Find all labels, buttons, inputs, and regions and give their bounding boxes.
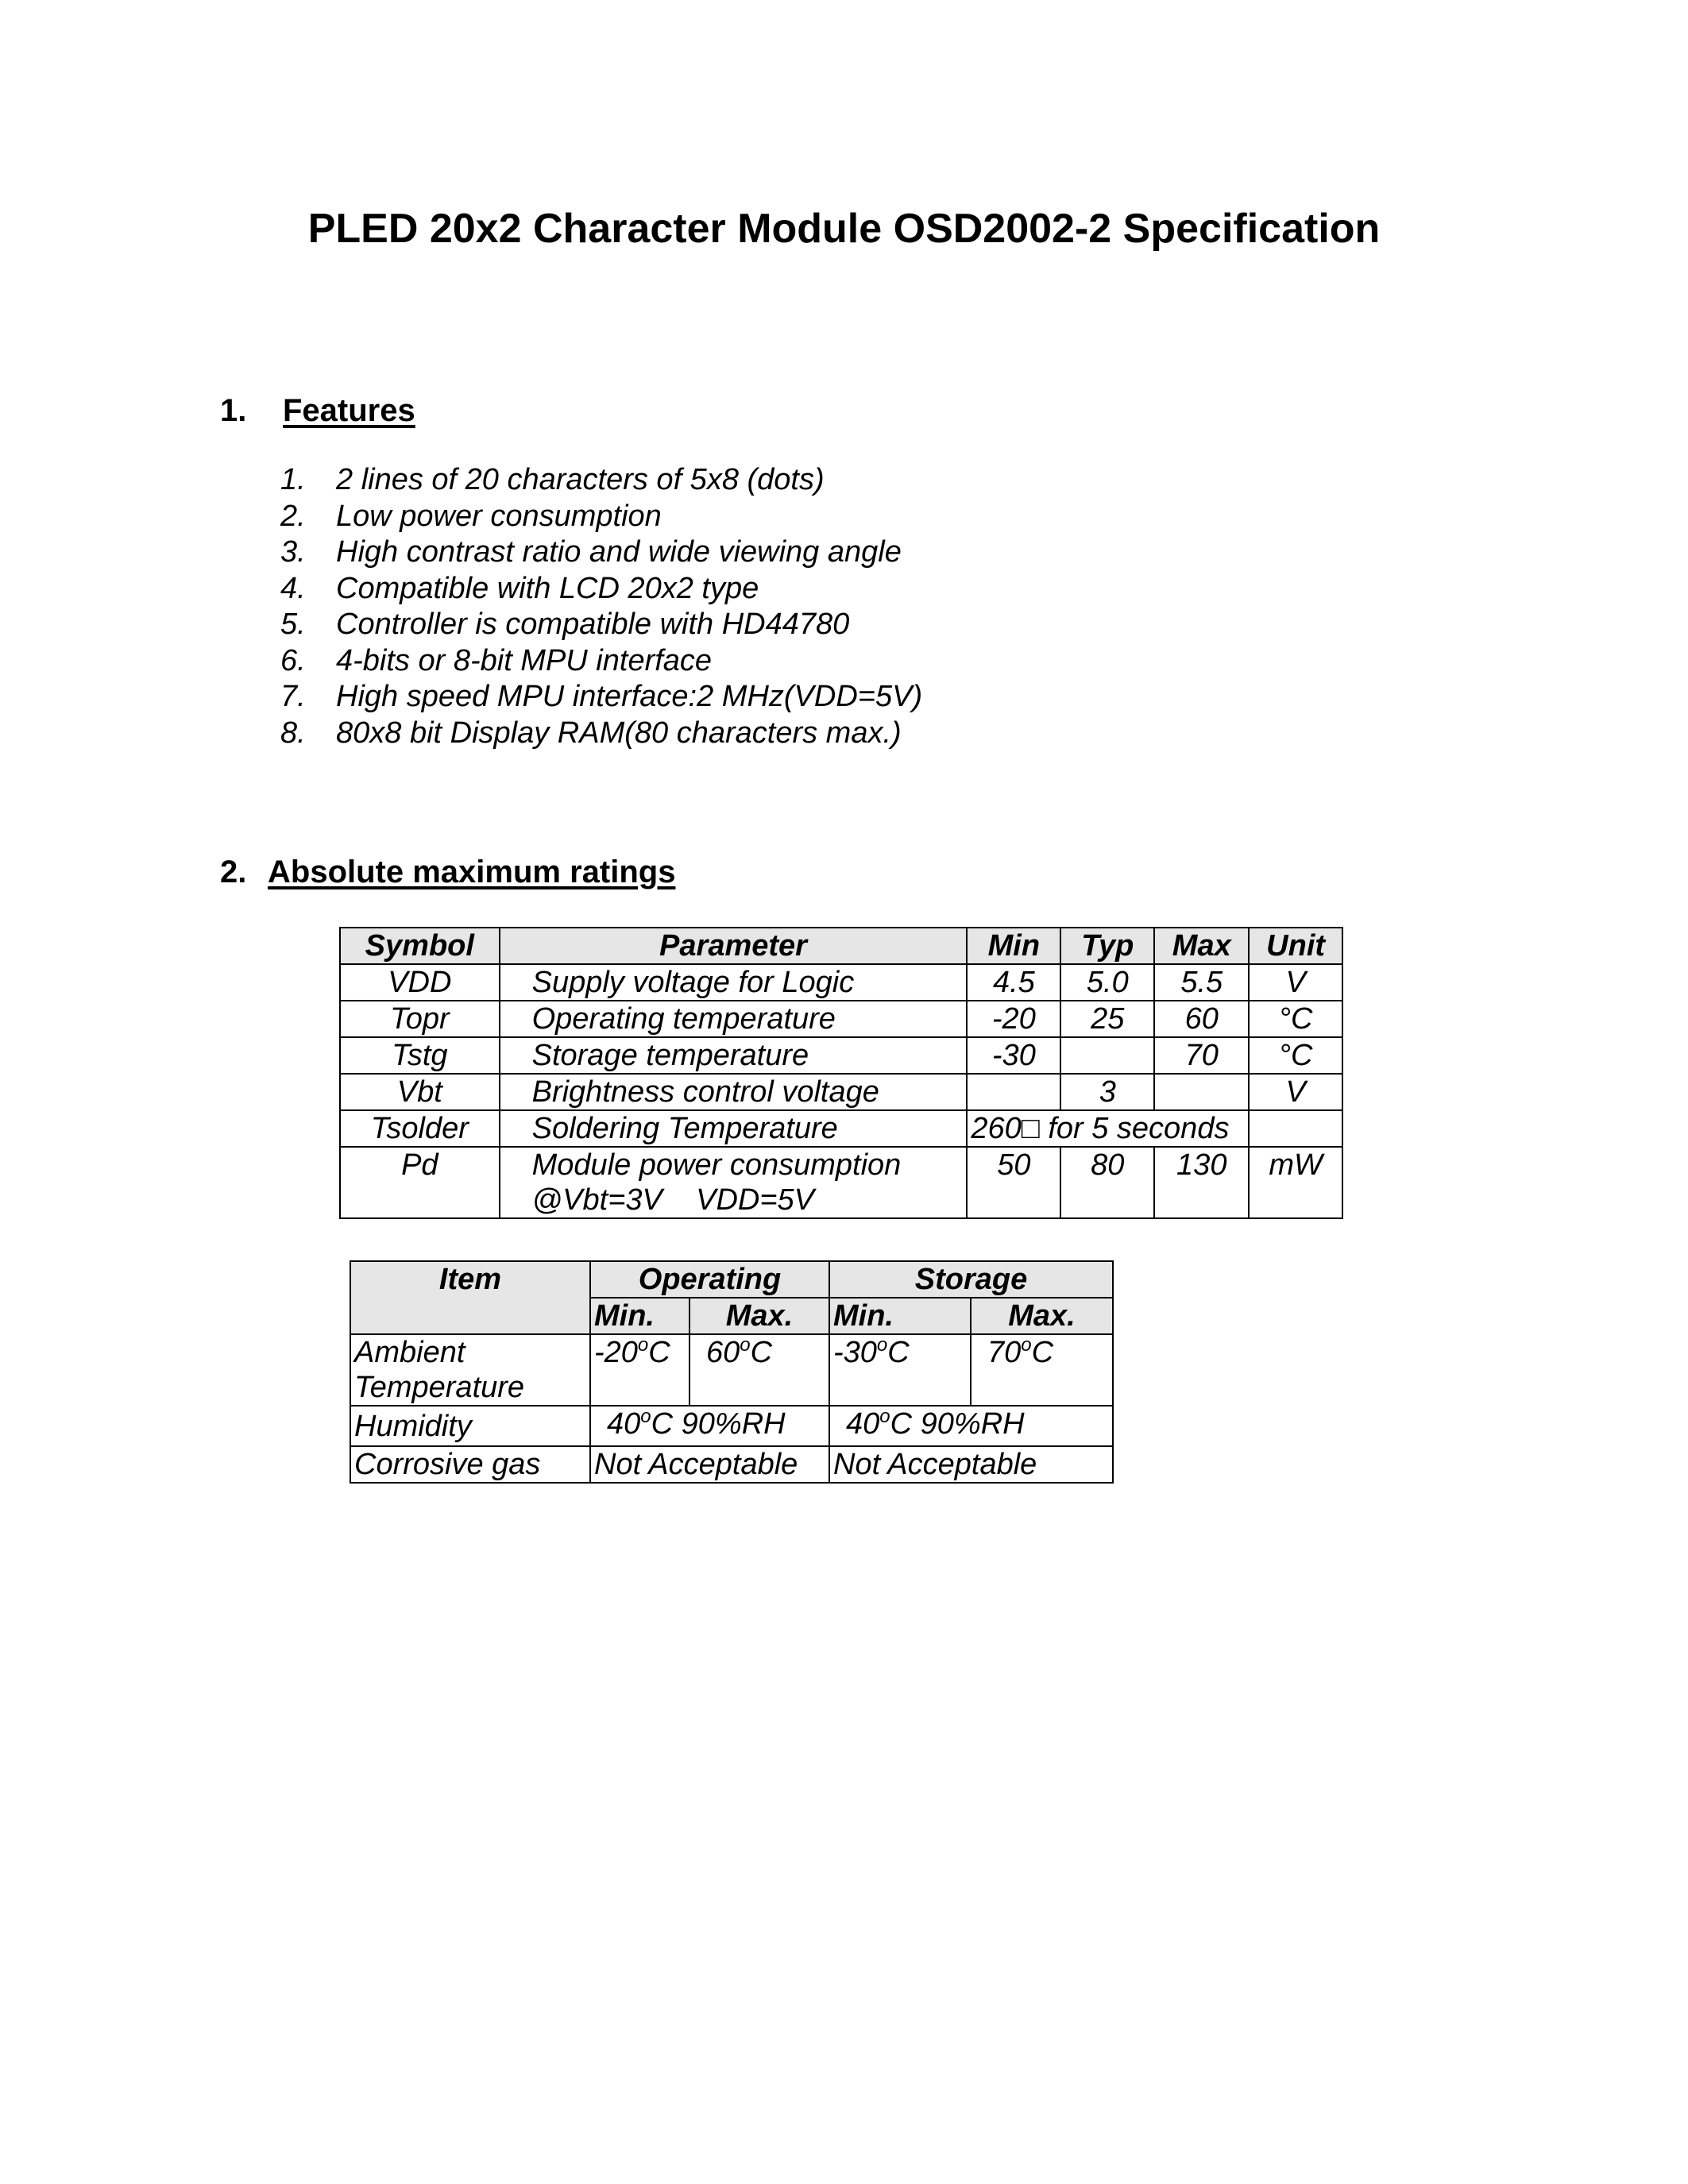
list-item: 2. Low power consumption [280,499,662,533]
features-list [280,462,922,751]
column-header: Min. [590,1298,689,1334]
table-cell [1249,1110,1342,1147]
list-item: 5. Controller is compatible with HD44780 [280,608,850,641]
table-cell: Operating temperature [500,1001,968,1037]
table-cell: 80 [1060,1147,1154,1218]
table-cell: Vbt [340,1074,500,1110]
section-title-ratings: Absolute maximum ratings [268,855,676,889]
table-cell: °C [1249,1037,1342,1074]
table-cell: 3 [1060,1074,1154,1110]
table-cell: VDD [340,964,500,1001]
table-cell: 60 [1154,1001,1249,1037]
table-cell: 260□ for 5 seconds [967,1110,1249,1147]
table-header-row [340,928,1342,964]
column-header: Symbol [340,928,500,964]
table-cell: 50 [967,1147,1060,1218]
table-cell: Supply voltage for Logic [500,964,968,1001]
column-header: Max. [971,1298,1113,1334]
table-row [340,1110,1342,1147]
column-header: Min [967,928,1060,964]
table-cell: V [1249,1074,1342,1110]
table-cell: V [1249,964,1342,1001]
column-header: Max. [689,1298,829,1334]
absolute-max-ratings-table [339,927,1343,1219]
column-header: Typ [1060,928,1154,964]
table-cell: 4.5 [967,964,1060,1001]
table-cell: Storage temperature [500,1037,968,1074]
table-cell [1154,1074,1249,1110]
table-row [340,1001,1342,1037]
column-header: Max [1154,928,1249,964]
table-row [350,1406,1113,1446]
section-title-features: Features [283,393,415,428]
list-item: 3. High contrast ratio and wide viewing angle [280,535,902,569]
table-cell: Not Acceptable [590,1446,829,1483]
table-row [340,1147,1342,1218]
table-cell: Corrosive gas [350,1446,590,1483]
column-header: Operating [590,1261,829,1298]
column-header: Item [350,1261,590,1334]
table-cell: Tstg [340,1037,500,1074]
table-cell: Tsolder [340,1110,500,1147]
table-cell: -20 [967,1001,1060,1037]
table-cell: Brightness control voltage [500,1074,968,1110]
list-item: 8. 80x8 bit Display RAM(80 characters max.) [280,716,902,750]
table-cell: 25 [1060,1001,1154,1037]
table-header-row [350,1261,1113,1298]
list-item: 7. High speed MPU interface:2 MHz(VDD=5V) [280,680,923,713]
table-cell: 40$^o$C 90%RH [590,1406,829,1446]
table-cell: °C [1249,1001,1342,1037]
table-cell: 60$^o$C [689,1334,829,1406]
table-cell: 130 [1154,1147,1249,1218]
table-cell: Module power consumption @Vbt=3V VDD=5V [500,1147,968,1218]
table-cell: Humidity [350,1406,590,1446]
table-row [340,1037,1342,1074]
table-cell: mW [1249,1147,1342,1218]
table-row [350,1446,1113,1483]
table-row [340,964,1342,1001]
list-item: 1. 2 lines of 20 characters of 5x8 (dots) [280,463,825,496]
table-cell: 40$^o$C 90%RH [829,1406,1113,1446]
table-cell: Ambient Temperature [350,1334,590,1406]
table-cell [967,1074,1060,1110]
column-header: Storage [829,1261,1113,1298]
table-row [350,1334,1113,1406]
environment-table [350,1260,1114,1484]
table-cell: Topr [340,1001,500,1037]
table-cell: 70 [1154,1037,1249,1074]
table-cell: -30$^o$C [829,1334,971,1406]
table-cell: 70$^o$C [971,1334,1113,1406]
list-item: 4. Compatible with LCD 20x2 type [280,571,759,605]
list-item: 6. 4-bits or 8-bit MPU interface [280,643,713,677]
page-title: PLED 20x2 Character Module OSD2002-2 Specification [307,206,1381,252]
table-row [340,1074,1342,1110]
section-number: 2. [220,855,247,889]
table-cell: Not Acceptable [829,1446,1113,1483]
section-number: 1. [220,393,247,428]
table-cell: Soldering Temperature [500,1110,968,1147]
table-cell: Pd [340,1147,500,1218]
column-header: Parameter [500,928,968,964]
table-cell: -20$^o$C [590,1334,689,1406]
table-cell: 5.0 [1060,964,1154,1001]
column-header: Min. [829,1298,971,1334]
table-cell: 5.5 [1154,964,1249,1001]
column-header: Unit [1249,928,1342,964]
table-cell [1060,1037,1154,1074]
table-cell: -30 [967,1037,1060,1074]
